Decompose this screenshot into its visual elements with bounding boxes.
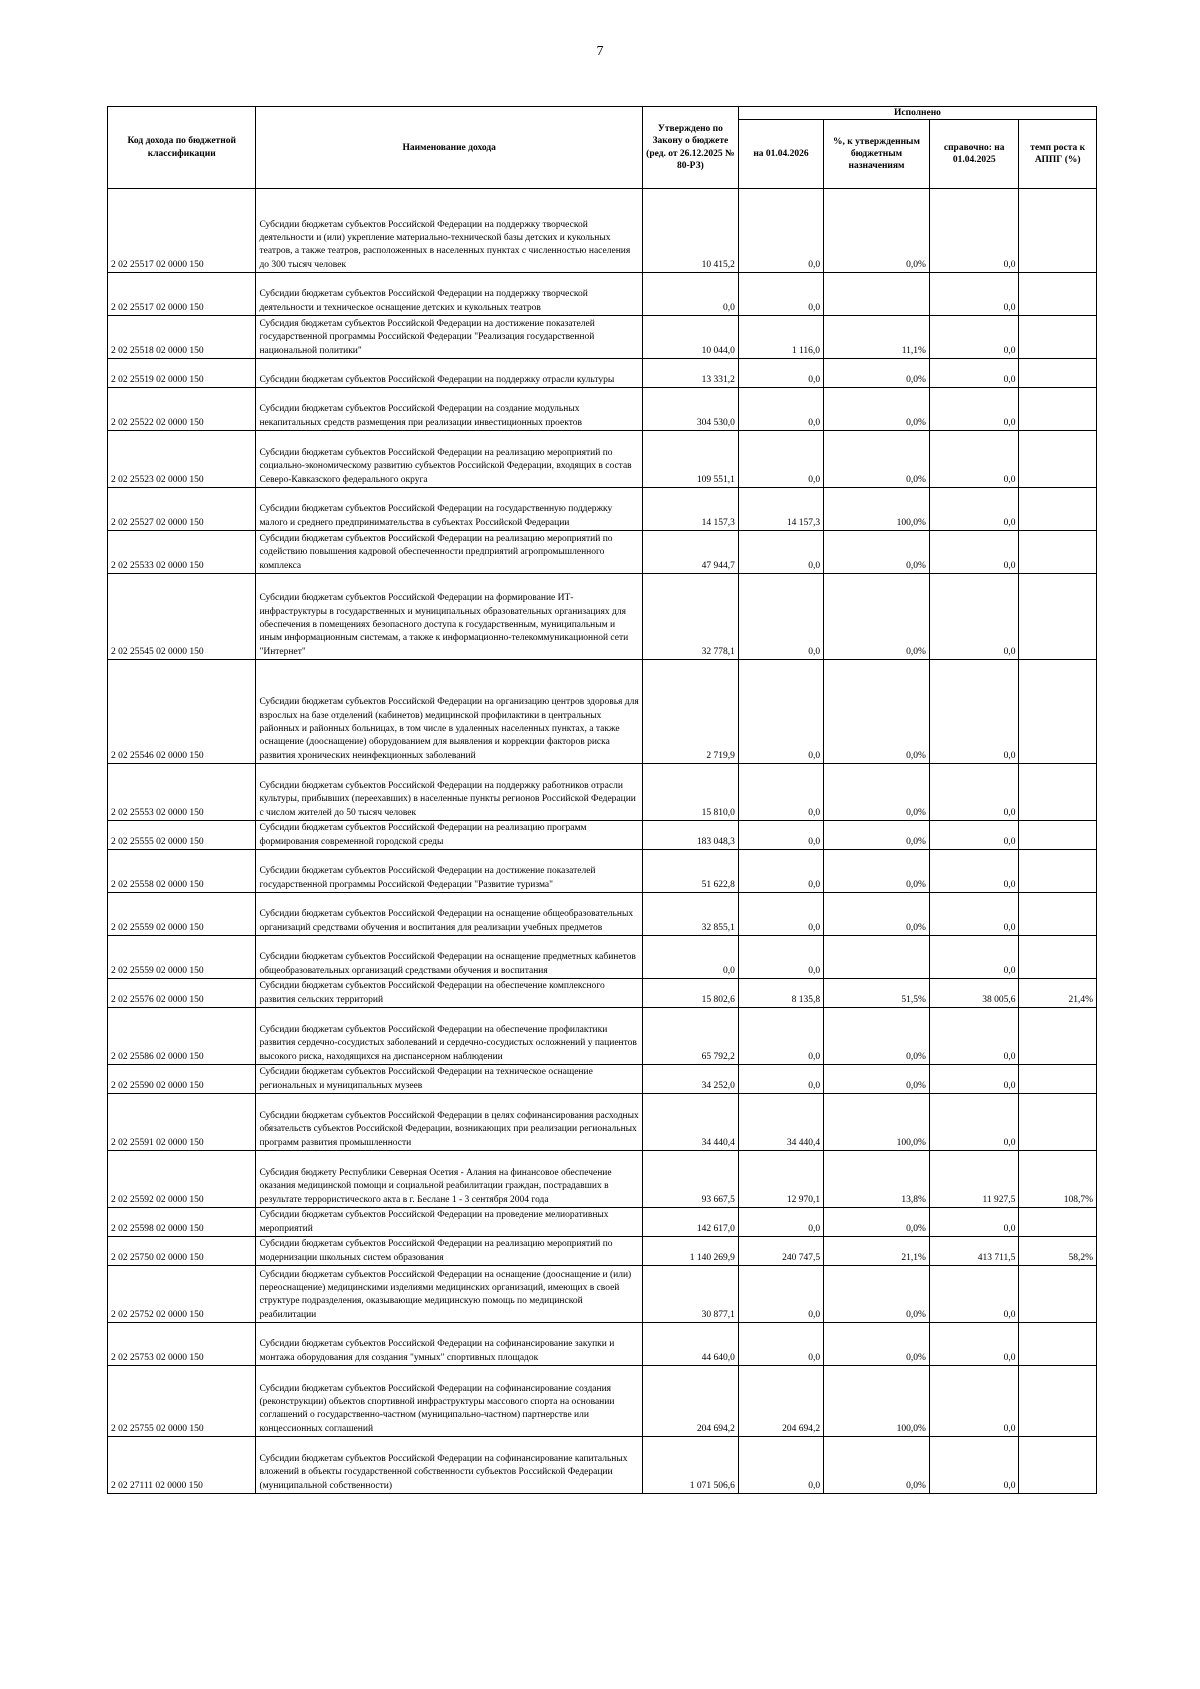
cell-approved: 32 855,1 xyxy=(642,893,738,936)
cell-approved: 142 617,0 xyxy=(642,1208,738,1237)
cell-name: Субсидия бюджетам субъектов Российской Федерации на достижение показателей государственной программы Российской Федерации "Реализация государственной национальной политики" xyxy=(256,316,642,359)
cell-reference: 0,0 xyxy=(929,1323,1019,1366)
cell-reference: 0,0 xyxy=(929,316,1019,359)
cell-reference: 0,0 xyxy=(929,893,1019,936)
cell-code: 2 02 25546 02 0000 150 xyxy=(108,660,256,764)
header-approved: Утверждено по Закону о бюджете (ред. от 26.12.2025 № 80-РЗ) xyxy=(642,107,738,189)
cell-executed: 0,0 xyxy=(738,1065,823,1094)
cell-name: Субсидии бюджетам субъектов Российской Федерации на обеспечение комплексного развития сельских территорий xyxy=(256,979,642,1008)
table-row xyxy=(108,1237,1097,1266)
cell-code: 2 02 25753 02 0000 150 xyxy=(108,1323,256,1366)
cell-name: Субсидии бюджетам субъектов Российской Федерации на софинансирование закупки и монтажа оборудования для создания "умных" спортивных площадок xyxy=(256,1323,642,1366)
cell-code: 2 02 25517 02 0000 150 xyxy=(108,273,256,316)
cell-code: 2 02 25518 02 0000 150 xyxy=(108,316,256,359)
cell-code: 2 02 25523 02 0000 150 xyxy=(108,431,256,488)
cell-growth xyxy=(1019,821,1097,850)
cell-approved: 34 252,0 xyxy=(642,1065,738,1094)
cell-code: 2 02 25522 02 0000 150 xyxy=(108,388,256,431)
cell-growth xyxy=(1019,1208,1097,1237)
cell-reference: 0,0 xyxy=(929,531,1019,574)
cell-growth xyxy=(1019,1008,1097,1065)
cell-approved: 44 640,0 xyxy=(642,1323,738,1366)
cell-executed: 0,0 xyxy=(738,893,823,936)
cell-executed: 0,0 xyxy=(738,1323,823,1366)
cell-name: Субсидии бюджетам субъектов Российской Федерации на обеспечение профилактики развития сердечно-сосудистых заболеваний и сердечно-сосудистых осложнений у пациентов высокого риска, находящихся на диспансерном наблюдении xyxy=(256,1008,642,1065)
page-number: 7 xyxy=(596,44,604,59)
cell-percent: 100,0% xyxy=(824,488,930,531)
cell-reference: 0,0 xyxy=(929,1094,1019,1151)
cell-percent: 0,0% xyxy=(824,764,930,821)
cell-growth xyxy=(1019,1065,1097,1094)
cell-name: Субсидии бюджетам субъектов Российской Федерации на оснащение общеобразовательных организаций средствами обучения и воспитания для реализации учебных предметов xyxy=(256,893,642,936)
cell-name: Субсидии бюджетам субъектов Российской Федерации на реализацию программ формирования современной городской среды xyxy=(256,821,642,850)
cell-approved: 183 048,3 xyxy=(642,821,738,850)
cell-growth xyxy=(1019,488,1097,531)
cell-growth xyxy=(1019,1266,1097,1323)
cell-code: 2 02 25591 02 0000 150 xyxy=(108,1094,256,1151)
cell-reference: 11 927,5 xyxy=(929,1151,1019,1208)
cell-percent: 0,0% xyxy=(824,893,930,936)
cell-code: 2 02 25555 02 0000 150 xyxy=(108,821,256,850)
table-row xyxy=(108,1266,1097,1323)
cell-approved: 10 415,2 xyxy=(642,189,738,273)
table-row xyxy=(108,1323,1097,1366)
cell-growth xyxy=(1019,1366,1097,1437)
table-row xyxy=(108,316,1097,359)
cell-name: Субсидии бюджетам субъектов Российской Федерации в целях софинансирования расходных обязательств субъектов Российской Федерации, возникающих при реализации региональных программ развития промышленности xyxy=(256,1094,642,1151)
cell-approved: 15 802,6 xyxy=(642,979,738,1008)
header-code: Код дохода по бюджетной классификации xyxy=(108,107,256,189)
cell-percent: 13,8% xyxy=(824,1151,930,1208)
cell-approved: 1 140 269,9 xyxy=(642,1237,738,1266)
cell-growth xyxy=(1019,660,1097,764)
header-growth: темп роста к АППГ (%) xyxy=(1019,120,1097,189)
cell-reference: 0,0 xyxy=(929,1208,1019,1237)
cell-approved: 204 694,2 xyxy=(642,1366,738,1437)
cell-code: 2 02 25590 02 0000 150 xyxy=(108,1065,256,1094)
cell-executed: 0,0 xyxy=(738,531,823,574)
cell-percent: 0,0% xyxy=(824,388,930,431)
cell-percent: 0,0% xyxy=(824,660,930,764)
cell-code: 2 02 25533 02 0000 150 xyxy=(108,531,256,574)
cell-executed: 0,0 xyxy=(738,660,823,764)
table-row xyxy=(108,1065,1097,1094)
cell-approved: 65 792,2 xyxy=(642,1008,738,1065)
cell-code: 2 02 25527 02 0000 150 xyxy=(108,488,256,531)
cell-percent xyxy=(824,273,930,316)
table-row xyxy=(108,1151,1097,1208)
table-row xyxy=(108,1094,1097,1151)
cell-executed: 0,0 xyxy=(738,574,823,660)
cell-reference: 0,0 xyxy=(929,936,1019,979)
cell-executed: 0,0 xyxy=(738,821,823,850)
cell-name: Субсидии бюджетам субъектов Российской Федерации на поддержку работников отрасли культуры, прибывших (переехавших) в населенные пункты регионов Российской Федерации с числом жителей до 50 тысяч человек xyxy=(256,764,642,821)
table-body xyxy=(108,189,1097,1494)
budget-income-table xyxy=(107,106,1097,1494)
cell-reference: 0,0 xyxy=(929,273,1019,316)
table-row xyxy=(108,273,1097,316)
cell-growth xyxy=(1019,1323,1097,1366)
cell-reference: 0,0 xyxy=(929,1065,1019,1094)
cell-executed: 0,0 xyxy=(738,388,823,431)
cell-code: 2 02 25586 02 0000 150 xyxy=(108,1008,256,1065)
cell-growth: 21,4% xyxy=(1019,979,1097,1008)
table-row xyxy=(108,1437,1097,1494)
header-percent: %, к утвержденным бюджетным назначениям xyxy=(824,120,930,189)
cell-percent: 11,1% xyxy=(824,316,930,359)
table-row xyxy=(108,1008,1097,1065)
cell-executed: 12 970,1 xyxy=(738,1151,823,1208)
cell-percent: 0,0% xyxy=(824,1266,930,1323)
cell-name: Субсидии бюджетам субъектов Российской Федерации на реализацию мероприятий по модернизации школьных систем образования xyxy=(256,1237,642,1266)
cell-code: 2 02 25517 02 0000 150 xyxy=(108,189,256,273)
cell-reference: 0,0 xyxy=(929,388,1019,431)
cell-percent: 0,0% xyxy=(824,359,930,388)
table-row xyxy=(108,359,1097,388)
cell-growth xyxy=(1019,936,1097,979)
cell-growth: 58,2% xyxy=(1019,1237,1097,1266)
cell-code: 2 02 25558 02 0000 150 xyxy=(108,850,256,893)
cell-name: Субсидии бюджетам субъектов Российской Федерации на оснащение предметных кабинетов общеобразовательных организаций средствами обучения и воспитания xyxy=(256,936,642,979)
cell-code: 2 02 25752 02 0000 150 xyxy=(108,1266,256,1323)
table-row xyxy=(108,388,1097,431)
cell-percent: 0,0% xyxy=(824,1437,930,1494)
cell-code: 2 02 25559 02 0000 150 xyxy=(108,936,256,979)
cell-approved: 1 071 506,6 xyxy=(642,1437,738,1494)
cell-percent: 0,0% xyxy=(824,1323,930,1366)
cell-name: Субсидии бюджетам субъектов Российской Федерации на техническое оснащение региональных и муниципальных музеев xyxy=(256,1065,642,1094)
cell-reference: 0,0 xyxy=(929,1366,1019,1437)
table-row xyxy=(108,850,1097,893)
cell-growth xyxy=(1019,850,1097,893)
cell-percent: 100,0% xyxy=(824,1366,930,1437)
cell-executed: 0,0 xyxy=(738,1008,823,1065)
cell-name: Субсидии бюджетам субъектов Российской Федерации на государственную поддержку малого и среднего предпринимательства в субъектах Российской Федерации xyxy=(256,488,642,531)
cell-executed: 0,0 xyxy=(738,764,823,821)
cell-name: Субсидии бюджетам субъектов Российской Федерации на создание модульных некапитальных средств размещения при реализации инвестиционных проектов xyxy=(256,388,642,431)
cell-percent: 0,0% xyxy=(824,1065,930,1094)
cell-executed: 1 116,0 xyxy=(738,316,823,359)
cell-executed: 0,0 xyxy=(738,936,823,979)
cell-code: 2 02 27111 02 0000 150 xyxy=(108,1437,256,1494)
cell-name: Субсидии бюджетам субъектов Российской Федерации на поддержку творческой деятельности и техническое оснащение детских и кукольных театров xyxy=(256,273,642,316)
cell-executed: 8 135,8 xyxy=(738,979,823,1008)
cell-code: 2 02 25592 02 0000 150 xyxy=(108,1151,256,1208)
cell-growth xyxy=(1019,388,1097,431)
cell-executed: 14 157,3 xyxy=(738,488,823,531)
cell-approved: 0,0 xyxy=(642,273,738,316)
cell-name: Субсидии бюджетам субъектов Российской Федерации на реализацию мероприятий по социально-экономическому развитию субъектов Российской Федерации, входящих в состав Северо-Кавказского федерального округа xyxy=(256,431,642,488)
cell-name: Субсидия бюджету Республики Северная Осетия - Алания на финансовое обеспечение оказания медицинской помощи и социальной реабилитации граждан, пострадавших в результате террористического акта в г. Беслане 1 - 3 сентября 2004 года xyxy=(256,1151,642,1208)
cell-percent: 100,0% xyxy=(824,1094,930,1151)
cell-reference: 0,0 xyxy=(929,660,1019,764)
cell-executed: 0,0 xyxy=(738,1208,823,1237)
cell-growth xyxy=(1019,531,1097,574)
cell-approved: 13 331,2 xyxy=(642,359,738,388)
table-row xyxy=(108,1208,1097,1237)
cell-name: Субсидии бюджетам субъектов Российской Федерации на организацию центров здоровья для взрослых на базе отделений (кабинетов) медицинской профилактики в центральных районных и районных больницах, в том числе в удаленных населенных пунктах, а также оснащение (дооснащение) оборудованием для выявления и коррекции факторов риска развития хронических неинфекционных заболеваний xyxy=(256,660,642,764)
cell-executed: 0,0 xyxy=(738,359,823,388)
cell-name: Субсидии бюджетам субъектов Российской Федерации на реализацию мероприятий по содействию повышения кадровой обеспеченности предприятий агропромышленного комплекса xyxy=(256,531,642,574)
cell-code: 2 02 25750 02 0000 150 xyxy=(108,1237,256,1266)
cell-growth xyxy=(1019,764,1097,821)
table-row xyxy=(108,660,1097,764)
cell-code: 2 02 25755 02 0000 150 xyxy=(108,1366,256,1437)
cell-percent xyxy=(824,936,930,979)
cell-reference: 0,0 xyxy=(929,821,1019,850)
cell-growth xyxy=(1019,1437,1097,1494)
header-executed: Исполнено xyxy=(738,107,1096,120)
cell-reference: 0,0 xyxy=(929,764,1019,821)
cell-approved: 304 530,0 xyxy=(642,388,738,431)
cell-code: 2 02 25545 02 0000 150 xyxy=(108,574,256,660)
cell-percent: 0,0% xyxy=(824,821,930,850)
table-row xyxy=(108,979,1097,1008)
cell-executed: 0,0 xyxy=(738,273,823,316)
cell-name: Субсидии бюджетам субъектов Российской Федерации на достижение показателей государственной программы Российской Федерации "Развитие туризма" xyxy=(256,850,642,893)
cell-reference: 0,0 xyxy=(929,574,1019,660)
table-row xyxy=(108,574,1097,660)
cell-executed: 0,0 xyxy=(738,1266,823,1323)
cell-name: Субсидии бюджетам субъектов Российской Федерации на формирование ИТ-инфраструктуры в государственных и муниципальных образовательных организациях для обеспечения в помещениях безопасного доступа к государственным, муниципальным и иным информационным системам, а также к информационно-телекоммуникационной сети "Интернет" xyxy=(256,574,642,660)
cell-executed: 34 440,4 xyxy=(738,1094,823,1151)
cell-reference: 0,0 xyxy=(929,359,1019,388)
cell-name: Субсидии бюджетам субъектов Российской Федерации на софинансирование создания (реконструкции) объектов спортивной инфраструктуры массового спорта на основании соглашений о государственно-частном (муниципально-частном) партнерстве или концессионных соглашений xyxy=(256,1366,642,1437)
table-row xyxy=(108,531,1097,574)
cell-executed: 0,0 xyxy=(738,850,823,893)
cell-growth xyxy=(1019,189,1097,273)
cell-executed: 0,0 xyxy=(738,431,823,488)
cell-percent: 0,0% xyxy=(824,850,930,893)
table-row xyxy=(108,821,1097,850)
cell-name: Субсидии бюджетам субъектов Российской Федерации на поддержку творческой деятельности и (или) укрепление материально-технической базы детских и кукольных театров, а также театров, расположенных в населенных пунктах с численностью населения до 300 тысяч человек xyxy=(256,189,642,273)
cell-reference: 0,0 xyxy=(929,1437,1019,1494)
cell-growth xyxy=(1019,431,1097,488)
header-on-date: на 01.04.2026 xyxy=(738,120,823,189)
cell-approved: 0,0 xyxy=(642,936,738,979)
cell-growth: 108,7% xyxy=(1019,1151,1097,1208)
cell-reference: 0,0 xyxy=(929,850,1019,893)
cell-code: 2 02 25576 02 0000 150 xyxy=(108,979,256,1008)
cell-percent: 0,0% xyxy=(824,531,930,574)
table-row xyxy=(108,893,1097,936)
cell-executed: 240 747,5 xyxy=(738,1237,823,1266)
table-row xyxy=(108,936,1097,979)
cell-approved: 51 622,8 xyxy=(642,850,738,893)
cell-percent: 0,0% xyxy=(824,1008,930,1065)
cell-executed: 204 694,2 xyxy=(738,1366,823,1437)
cell-approved: 14 157,3 xyxy=(642,488,738,531)
cell-reference: 0,0 xyxy=(929,1008,1019,1065)
cell-approved: 30 877,1 xyxy=(642,1266,738,1323)
cell-approved: 47 944,7 xyxy=(642,531,738,574)
cell-reference: 38 005,6 xyxy=(929,979,1019,1008)
cell-growth xyxy=(1019,1094,1097,1151)
cell-code: 2 02 25519 02 0000 150 xyxy=(108,359,256,388)
cell-approved: 34 440,4 xyxy=(642,1094,738,1151)
cell-code: 2 02 25553 02 0000 150 xyxy=(108,764,256,821)
cell-reference: 0,0 xyxy=(929,189,1019,273)
cell-name: Субсидии бюджетам субъектов Российской Федерации на оснащение (дооснащение и (или) переоснащение) медицинскими изделиями медицинских организаций, имеющих в своей структуре подразделения, оказывающие медицинскую помощь по медицинской реабилитации xyxy=(256,1266,642,1323)
cell-growth xyxy=(1019,273,1097,316)
table-row xyxy=(108,189,1097,273)
cell-executed: 0,0 xyxy=(738,1437,823,1494)
cell-reference: 0,0 xyxy=(929,488,1019,531)
cell-percent: 21,1% xyxy=(824,1237,930,1266)
cell-reference: 413 711,5 xyxy=(929,1237,1019,1266)
table-row xyxy=(108,431,1097,488)
header-name: Наименование дохода xyxy=(256,107,642,189)
table-row xyxy=(108,764,1097,821)
cell-code: 2 02 25598 02 0000 150 xyxy=(108,1208,256,1237)
cell-name: Субсидии бюджетам субъектов Российской Федерации на проведение мелиоративных мероприятий xyxy=(256,1208,642,1237)
cell-approved: 109 551,1 xyxy=(642,431,738,488)
cell-code: 2 02 25559 02 0000 150 xyxy=(108,893,256,936)
table-row xyxy=(108,488,1097,531)
cell-name: Субсидии бюджетам субъектов Российской Федерации на поддержку отрасли культуры xyxy=(256,359,642,388)
cell-approved: 93 667,5 xyxy=(642,1151,738,1208)
cell-approved: 2 719,9 xyxy=(642,660,738,764)
cell-percent: 0,0% xyxy=(824,431,930,488)
cell-growth xyxy=(1019,359,1097,388)
cell-approved: 10 044,0 xyxy=(642,316,738,359)
header-reference: справочно: на 01.04.2025 xyxy=(929,120,1019,189)
cell-reference: 0,0 xyxy=(929,1266,1019,1323)
cell-growth xyxy=(1019,893,1097,936)
cell-reference: 0,0 xyxy=(929,431,1019,488)
cell-growth xyxy=(1019,574,1097,660)
cell-percent: 51,5% xyxy=(824,979,930,1008)
cell-name: Субсидии бюджетам субъектов Российской Федерации на софинансирование капитальных вложений в объекты государственной собственности субъектов Российской Федерации (муниципальной собственности) xyxy=(256,1437,642,1494)
cell-executed: 0,0 xyxy=(738,189,823,273)
cell-percent: 0,0% xyxy=(824,574,930,660)
cell-percent: 0,0% xyxy=(824,189,930,273)
table-row xyxy=(108,1366,1097,1437)
cell-approved: 32 778,1 xyxy=(642,574,738,660)
cell-growth xyxy=(1019,316,1097,359)
cell-percent: 0,0% xyxy=(824,1208,930,1237)
cell-approved: 15 810,0 xyxy=(642,764,738,821)
